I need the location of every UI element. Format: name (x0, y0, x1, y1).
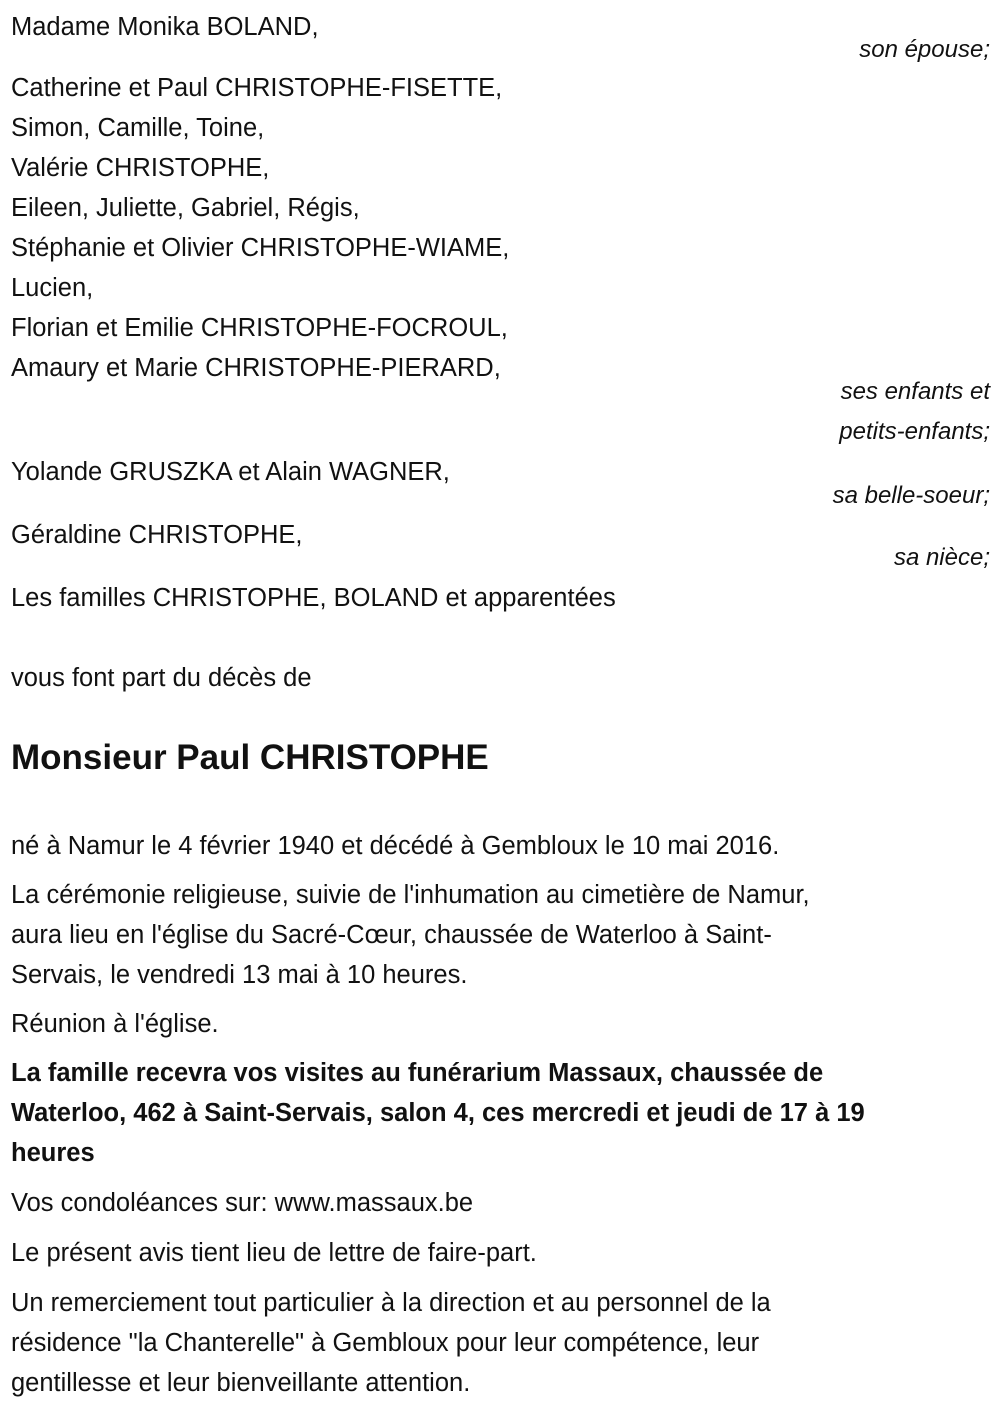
child-line: Amaury et Marie CHRISTOPHE-PIERARD, (11, 354, 501, 382)
thanks-line: gentillesse et leur bienveillante attention. (11, 1369, 471, 1397)
sister-in-law-role: sa belle-soeur; (832, 482, 990, 509)
announcement: vous font part du décès de (11, 664, 312, 692)
condolences: Vos condoléances sur: www.massaux.be (11, 1189, 474, 1217)
ceremony-line: aura lieu en l'église du Sacré-Cœur, chaussée de Waterloo à Saint- (11, 921, 772, 949)
visits-line: La famille recevra vos visites au funérarium Massaux, chaussée de (11, 1059, 824, 1087)
spouse-name: Madame Monika BOLAND, (11, 13, 319, 41)
niece-role: sa nièce; (893, 544, 990, 571)
ceremony-line: Servais, le vendredi 13 mai à 10 heures. (11, 961, 468, 989)
child-line: Simon, Camille, Toine, (11, 114, 265, 142)
child-line: Stéphanie et Olivier CHRISTOPHE-WIAME, (11, 234, 510, 262)
notice: Le présent avis tient lieu de lettre de faire-part. (11, 1239, 537, 1267)
niece: Géraldine CHRISTOPHE, (11, 521, 303, 549)
thanks-line: résidence "la Chanterelle" à Gembloux pour leur compétence, leur (11, 1329, 760, 1357)
birth-death: né à Namur le 4 février 1940 et décédé à Gembloux le 10 mai 2016. (11, 832, 780, 860)
child-line: Valérie CHRISTOPHE, (11, 154, 270, 182)
deceased-name: Monsieur Paul CHRISTOPHE (11, 738, 489, 777)
visits-line: Waterloo, 462 à Saint-Servais, salon 4, ces mercredi et jeudi de 17 à 19 (11, 1099, 865, 1127)
visits-line: heures (11, 1139, 95, 1167)
children-role: ses enfants et (840, 378, 990, 405)
families: Les familles CHRISTOPHE, BOLAND et apparentées (11, 584, 616, 612)
child-line: Lucien, (11, 274, 94, 302)
child-line: Catherine et Paul CHRISTOPHE-FISETTE, (11, 74, 503, 102)
ceremony-line: La cérémonie religieuse, suivie de l'inhumation au cimetière de Namur, (11, 881, 810, 909)
child-line: Eileen, Juliette, Gabriel, Régis, (11, 194, 360, 222)
spouse-role: son épouse; (859, 36, 990, 63)
meeting: Réunion à l'église. (11, 1010, 219, 1038)
child-line: Florian et Emilie CHRISTOPHE-FOCROUL, (11, 314, 508, 342)
children-role: petits-enfants; (839, 418, 990, 445)
sister-in-law: Yolande GRUSZKA et Alain WAGNER, (11, 458, 450, 486)
thanks-line: Un remerciement tout particulier à la direction et au personnel de la (11, 1289, 771, 1317)
